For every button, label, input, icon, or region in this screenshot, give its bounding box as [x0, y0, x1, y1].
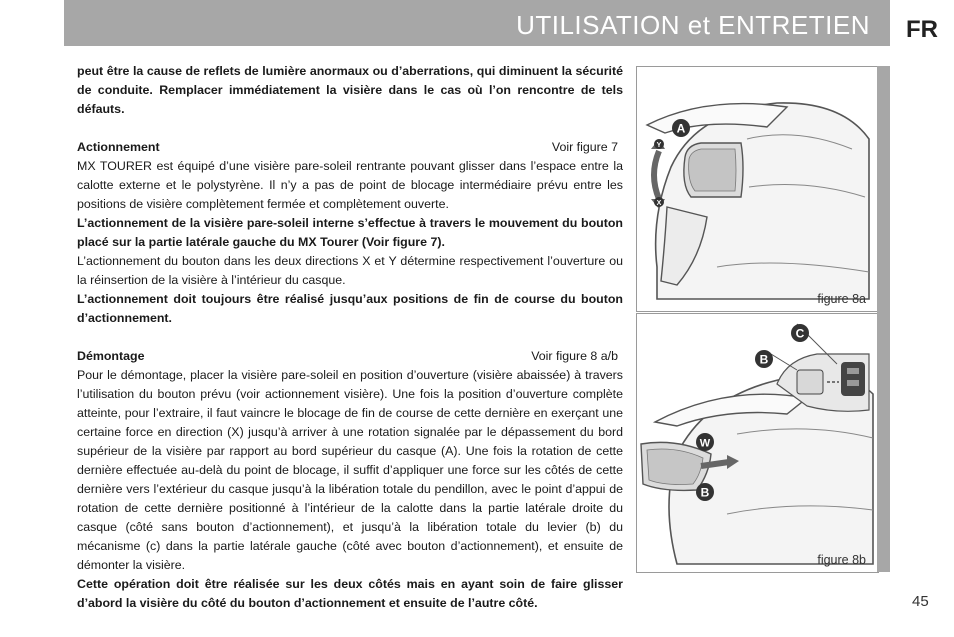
helmet-illustration-8b — [637, 314, 878, 572]
demontage-heading: Démontage — [77, 349, 145, 363]
intro-paragraph: peut être la cause de reflets de lumière anormaux ou d’aberrations, qui diminuent la sécurité de conduite. Remplacer immédiatement la visière dans le cas où l’on rencontre de tels défauts. — [77, 64, 623, 116]
demontage-heading-row — [77, 347, 623, 366]
actionnement-paragraph-3: L’actionnement du bouton dans les deux directions X et Y détermine respectivement l’ouverture ou la réinsertion de la visière à l’intérieur du casque. — [77, 254, 623, 287]
actionnement-paragraph-2: L’actionnement de la visière pare-soleil interne s’effectue à travers le mouvement du bouton placé sur la partie latérale gauche du MX Tourer (Voir figure 7). — [77, 216, 623, 249]
demontage-paragraph-1: Pour le démontage, placer la visière pare-soleil en position d’ouverture (visière abaissée) à travers l’utilisation du bouton prévu (voir actionnement visière). Une fois la position d’ouverture complète atteinte, pour l’extraire, il faut vaincre le blocage de fin de course de cette dernière en exerçant une certaine force en direction (X) jusqu’à arriver à une rotation signalée par le dépassement du bord supérieur de la visière par rapport au bord supérieur du casque (A). Une fois la rotation de cette dernière effectuée au-delà du point de blocage, il suffit d’appliquer une force sur les côtés de cette dernière vers l’extérieur du casque jusqu’à la libération totale du pendillon, avec le point d’appui de rotation de cette dernière positionné à l’intérieur de la calotte dans la partie latérale droite du casque (côté sans bouton d’actionnement), et jusqu’à la libération totale du levier (b) du mécanisme (c) dans la partie latérale gauche (côté avec bouton d’actionnement), et ensuite de démonter la visière. — [77, 368, 623, 572]
svg-text:W: W — [699, 437, 711, 450]
language-tag: FR — [906, 16, 938, 43]
svg-text:B: B — [759, 352, 769, 367]
svg-text:C: C — [795, 326, 805, 341]
callout-a — [672, 119, 690, 137]
callout-y — [654, 139, 664, 149]
callout-c — [791, 324, 809, 342]
page-title: UTILISATION et ENTRETIEN — [516, 10, 870, 40]
side-accent-strip — [877, 66, 890, 572]
svg-text:X: X — [656, 200, 662, 207]
demontage-paragraph-2: Cette opération doit être réalisée sur les deux côtés mais en ayant soin de faire glisser d’abord la visière du côté du bouton d’actionnement et ensuite de l’autre côté. — [77, 577, 623, 610]
actionnement-heading: Actionnement — [77, 140, 160, 154]
svg-text:B: B — [700, 485, 710, 500]
svg-text:A: A — [676, 121, 686, 136]
actionnement-paragraph-1: MX TOURER est équipé d’une visière pare-soleil rentrante pouvant glisser dans l’espace entre la calotte externe et le polystyrène. Il n’y a pas de point de blocage intermédiaire prévu entre les positions de visière complètement fermée et complètement ouverte. — [77, 159, 623, 211]
callout-x — [654, 197, 664, 207]
body-text-column — [77, 62, 623, 613]
actionnement-figure-ref: Voir figure 7 — [551, 140, 618, 154]
callout-b-lower — [696, 483, 714, 501]
header-bar — [64, 0, 890, 46]
figure-8a-caption: figure 8a — [817, 292, 866, 306]
figure-8a — [636, 66, 879, 312]
svg-text:Y: Y — [656, 142, 662, 149]
callout-b-upper — [755, 350, 773, 368]
actionnement-paragraph-4: L’actionnement doit toujours être réalisé jusqu’aux positions de fin de course du bouton d’actionnement. — [77, 292, 623, 325]
helmet-illustration-8a — [637, 67, 878, 311]
figure-8b — [636, 313, 879, 573]
demontage-figure-ref: Voir figure 8 a/b — [531, 349, 618, 363]
callout-w — [696, 433, 714, 451]
page-number: 45 — [912, 593, 929, 610]
figure-8b-caption: figure 8b — [817, 553, 866, 567]
actionnement-heading-row — [77, 138, 623, 157]
